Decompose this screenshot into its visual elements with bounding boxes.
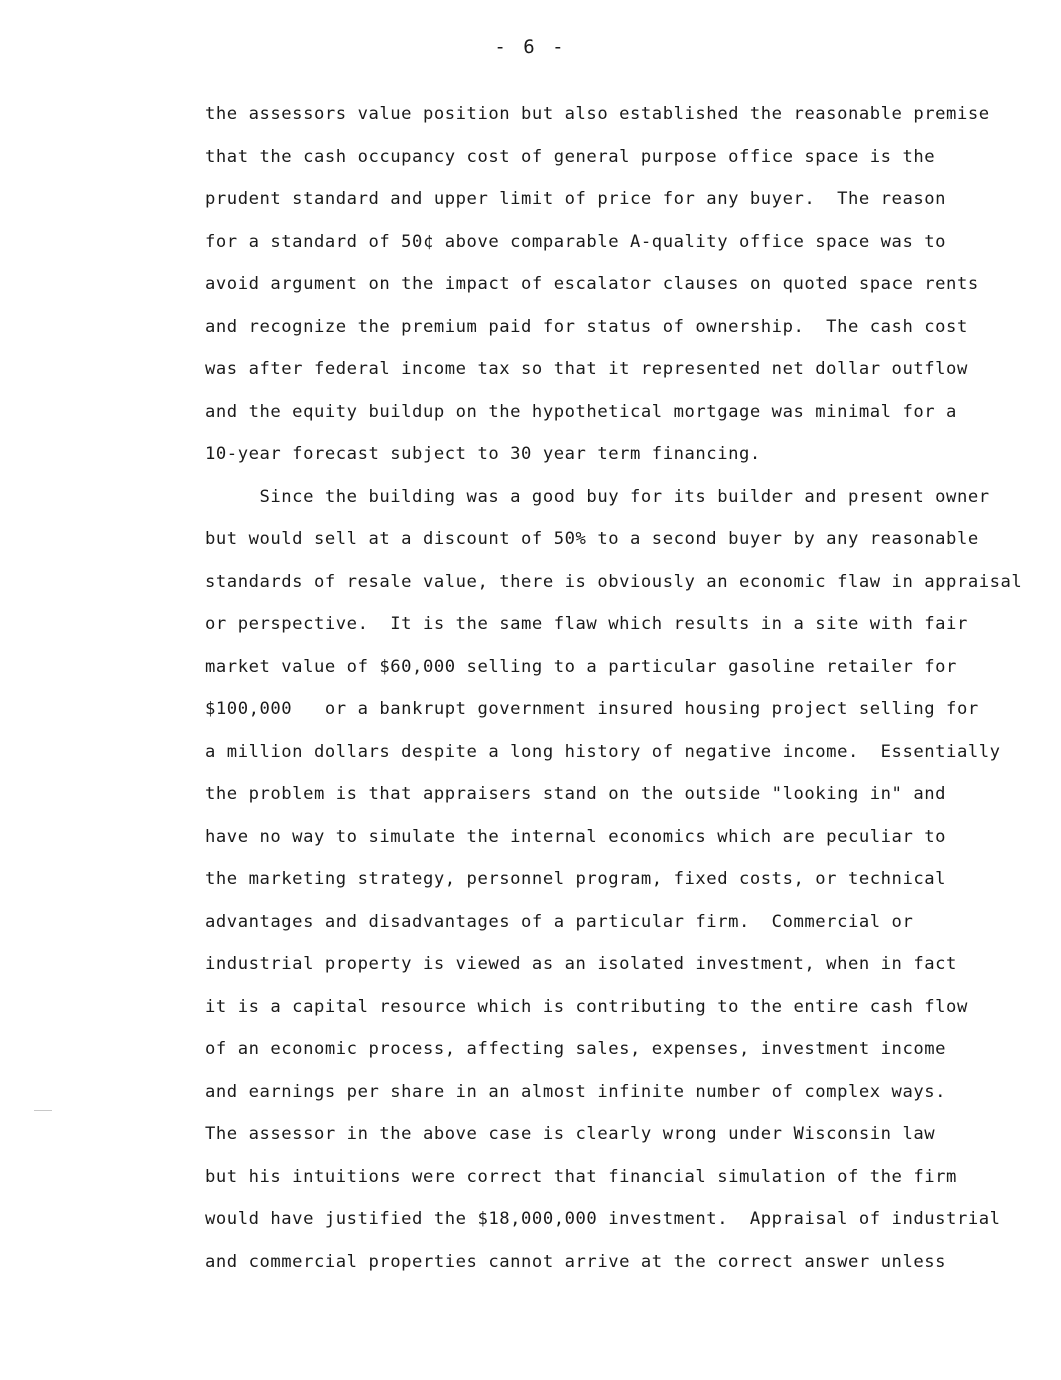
body-text	[205, 99, 1045, 1289]
text-line: advantages and disadvantages of a particular firm. Commercial or	[205, 911, 914, 932]
text-line: the marketing strategy, personnel program, fixed costs, or technical	[205, 869, 947, 889]
text-line: would have justified the $18,000,000 investment. Appraisal of industrial	[205, 1209, 1001, 1229]
text-line: The assessor in the above case is clearly wrong under Wisconsin law	[205, 1124, 936, 1144]
page-number: - 6 -	[494, 36, 567, 58]
text-line: and earnings per share in an almost infinite number of complex ways.	[205, 1081, 947, 1102]
text-line: Since the building was a good buy for its builder and present owner	[205, 486, 990, 507]
scan-margin-mark	[34, 1110, 52, 1111]
text-line: but would sell at a discount of 50% to a second buyer by any reasonable	[205, 529, 979, 549]
text-line: $100,000 or a bankrupt government insured housing project selling for	[205, 699, 979, 719]
text-line: the problem is that appraisers stand on the outside "looking in" and	[205, 784, 947, 804]
text-line: standards of resale value, there is obviously an economic flaw in appraisal	[205, 571, 1023, 592]
text-line: prudent standard and upper limit of price for any buyer. The reason	[205, 189, 947, 209]
text-line: industrial property is viewed as an isolated investment, when in fact	[205, 954, 957, 974]
text-line: market value of $60,000 selling to a particular gasoline retailer for	[205, 656, 957, 677]
text-line: for a standard of 50¢ above comparable A-quality office space was to	[205, 231, 947, 252]
text-line: of an economic process, affecting sales, expenses, investment income	[205, 1039, 947, 1059]
text-line: or perspective. It is the same flaw which results in a site with fair	[205, 614, 968, 634]
text-line: and the equity buildup on the hypothetical mortgage was minimal for a	[205, 401, 957, 422]
text-line: was after federal income tax so that it represented net dollar outflow	[205, 359, 968, 379]
text-line: 10-year forecast subject to 30 year term financing.	[205, 444, 761, 464]
text-line: and recognize the premium paid for status of ownership. The cash cost	[205, 316, 968, 337]
text-line: and commercial properties cannot arrive at the correct answer unless	[205, 1251, 947, 1272]
text-line: but his intuitions were correct that financial simulation of the firm	[205, 1166, 957, 1187]
text-line: it is a capital resource which is contributing to the entire cash flow	[205, 996, 968, 1017]
text-line: a million dollars despite a long history of negative income. Essentially	[205, 741, 1001, 762]
text-line: avoid argument on the impact of escalator clauses on quoted space rents	[205, 274, 979, 294]
text-line: the assessors value position but also established the reasonable premise	[205, 104, 990, 124]
text-line: that the cash occupancy cost of general purpose office space is the	[205, 146, 936, 167]
text-line: have no way to simulate the internal economics which are peculiar to	[205, 826, 947, 847]
